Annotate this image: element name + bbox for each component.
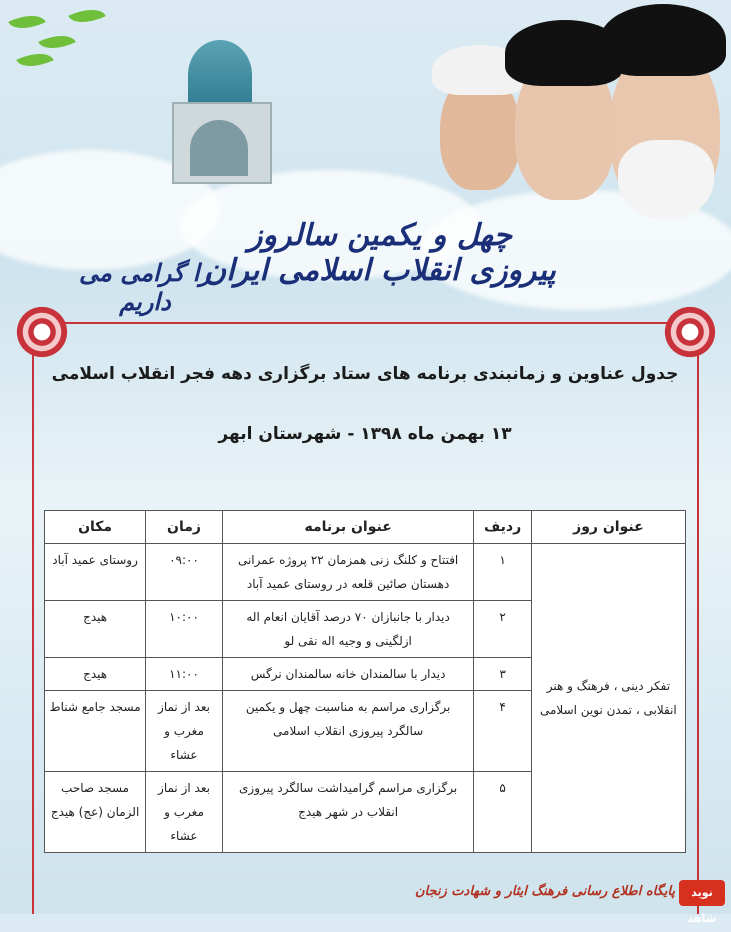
corner-ornament-left — [10, 300, 74, 364]
mausoleum-arch — [190, 120, 248, 176]
row-no-cell: ۴ — [474, 691, 531, 772]
header-row-no: ردیف — [474, 511, 531, 544]
leaf-decoration — [38, 28, 76, 57]
time-cell: بعد از نماز مغرب و عشاء — [146, 691, 223, 772]
leaf-decoration — [16, 46, 54, 75]
leaf-decoration — [8, 8, 46, 37]
row-no-cell: ۱ — [474, 544, 531, 601]
header-place: مکان — [45, 511, 146, 544]
program-cell: افتتاح و کلنگ زنی همزمان ۲۲ پروژه عمرانی دهستان صائین قلعه در روستای عمید آباد — [222, 544, 474, 601]
page-subtitle: ۱۳ بهمن ماه ۱۳۹۸ - شهرستان ابهر — [218, 424, 512, 444]
program-cell: دیدار با جانبازان ۷۰ درصد آقایان انعام اله ازلگینی و وجیه اله نقی لو — [222, 601, 474, 658]
table-row — [45, 544, 686, 601]
program-cell: برگزاری مراسم به مناسبت چهل و یکمین سالگرد پیروزی انقلاب اسلامی — [222, 691, 474, 772]
place-cell: مسجد جامع شناط — [45, 691, 146, 772]
row-no-cell: ۳ — [474, 658, 531, 691]
header-time: زمان — [146, 511, 223, 544]
time-cell: ۱۰:۰۰ — [146, 601, 223, 658]
mausoleum-dome — [188, 40, 252, 110]
mausoleum-image — [150, 40, 290, 190]
banner — [0, 0, 731, 320]
time-cell: ۰۹:۰۰ — [146, 544, 223, 601]
header-day-title: عنوان روز — [531, 511, 685, 544]
place-cell: روستای عمید آباد — [45, 544, 146, 601]
corner-ornament-right — [658, 300, 722, 364]
program-cell: برگزاری مراسم گرامیداشت سالگرد پیروزی انقلاب در شهر هیدج — [222, 772, 474, 853]
portrait-beard — [618, 140, 714, 220]
banner-slogan-sub: را گرامی می داریم — [78, 258, 212, 316]
footer-logo: نوید شاهد — [679, 880, 725, 906]
place-cell: هیدج — [45, 658, 146, 691]
footer-site-text: پایگاه اطلاع رسانی فرهنگ ایثار و شهادت زنجان — [414, 884, 675, 899]
turban-right — [600, 4, 726, 76]
day-title-cell: تفکر دینی ، فرهنگ و هنر انقلابی ، تمدن نوین اسلامی — [531, 544, 685, 853]
program-cell: دیدار با سالمندان خانه سالمندان نرگس — [222, 658, 474, 691]
time-cell: ۱۱:۰۰ — [146, 658, 223, 691]
row-no-cell: ۲ — [474, 601, 531, 658]
schedule-table — [44, 510, 686, 853]
leaf-decoration — [68, 2, 106, 31]
time-cell: بعد از نماز مغرب و عشاء — [146, 772, 223, 853]
page-title: جدول عناوین و زمانبندی برنامه های ستاد برگزاری دهه فجر انقلاب اسلامی — [51, 364, 679, 384]
header-program-title: عنوان برنامه — [222, 511, 474, 544]
banner-slogan: چهل و یکمین سالروز پیروزی انقلاب اسلامی ایران — [204, 218, 556, 288]
table-header-row — [45, 511, 686, 544]
place-cell: مسجد صاحب الزمان (عج) هیدج — [45, 772, 146, 853]
row-no-cell: ۵ — [474, 772, 531, 853]
place-cell: هیدج — [45, 601, 146, 658]
